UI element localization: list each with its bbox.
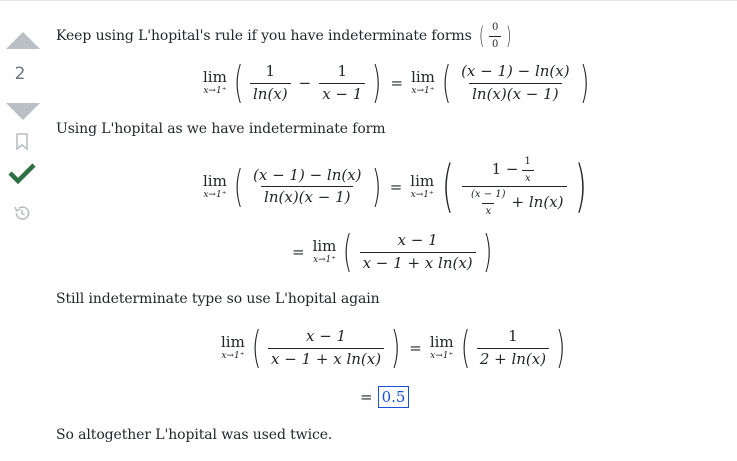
paragraph-using: Using L'hopital as we have indeterminate form: [56, 121, 386, 137]
answer-box: 0.5: [378, 386, 410, 408]
limit-operator: lim x→1⁺: [221, 333, 245, 361]
equation-1: lim x→1⁺ ( 1 ln(x) − $\frac{1}{x - 1}$ ) = lim x→1⁺ ( (x − 1) − ln(x) ln(x)(x − 1) ): [203, 57, 589, 108]
fraction-derivative: 1 − $\frac{1}{x}$ (x − 1) x + ln(x): [462, 156, 567, 217]
upvote-arrow-icon[interactable]: [6, 32, 40, 49]
downvote-arrow-icon[interactable]: [6, 103, 40, 120]
limit-operator: lim x→1⁺: [411, 68, 435, 96]
equation-2: lim x→1⁺ ( (x − 1) − ln(x) ln(x)(x − 1) ) = lim x→1⁺ ( 1 − $\frac{1}{x}$ (x − 1) x + ln(x) ): [203, 153, 587, 219]
limit-operator: lim x→1⁺: [312, 237, 337, 265]
fraction-one-over-x-minus-1: $\frac{1}{x - 1}$: [319, 63, 365, 103]
fraction-combined: (x − 1) − ln(x) ln(x)(x − 1): [461, 62, 570, 103]
history-icon[interactable]: [13, 204, 31, 222]
fraction-combined: (x − 1) − ln(x) ln(x)(x − 1): [253, 165, 362, 206]
bookmark-icon[interactable]: [15, 133, 29, 151]
fraction-final: 1 2 + ln(x): [477, 328, 549, 368]
equation-answer: = 0.5: [355, 386, 409, 408]
equation-4: lim x→1⁺ ( x − 1 x − 1 + x ln(x) ) = lim x→1⁺ ( 1 2 + ln(x) ): [221, 322, 566, 373]
paragraph-intro-text: Keep using L'hopital's rule if you have indeterminate forms: [56, 28, 472, 44]
limit-operator: lim x→1⁺: [203, 171, 227, 200]
fraction-step2: x − 1 x − 1 + x ln(x): [360, 232, 476, 272]
paragraph-conclusion: So altogether L'hopital was used twice.: [56, 427, 333, 443]
paren-close: ): [506, 22, 512, 50]
fraction-one-over-lnx: 1 ln(x): [250, 63, 291, 103]
paren-open: (: [478, 22, 484, 50]
paragraph-intro: [56, 22, 513, 50]
vote-count: 2: [14, 64, 26, 84]
top-divider: [0, 0, 737, 1]
fraction-step2: x − 1 x − 1 + x ln(x): [268, 328, 384, 368]
limit-operator: lim x→1⁺: [203, 68, 227, 96]
limit-operator: lim x→1⁺: [410, 171, 435, 200]
equation-3: = lim x→1⁺ ( x − 1 x − 1 + x ln(x) ): [292, 226, 492, 277]
limit-operator: lim x→1⁺: [429, 333, 454, 361]
paragraph-again: Still indeterminate type so use L'hopital again: [56, 291, 380, 307]
accepted-checkmark-icon: [8, 162, 36, 184]
inline-zero-over-zero: 0 0: [489, 22, 501, 50]
